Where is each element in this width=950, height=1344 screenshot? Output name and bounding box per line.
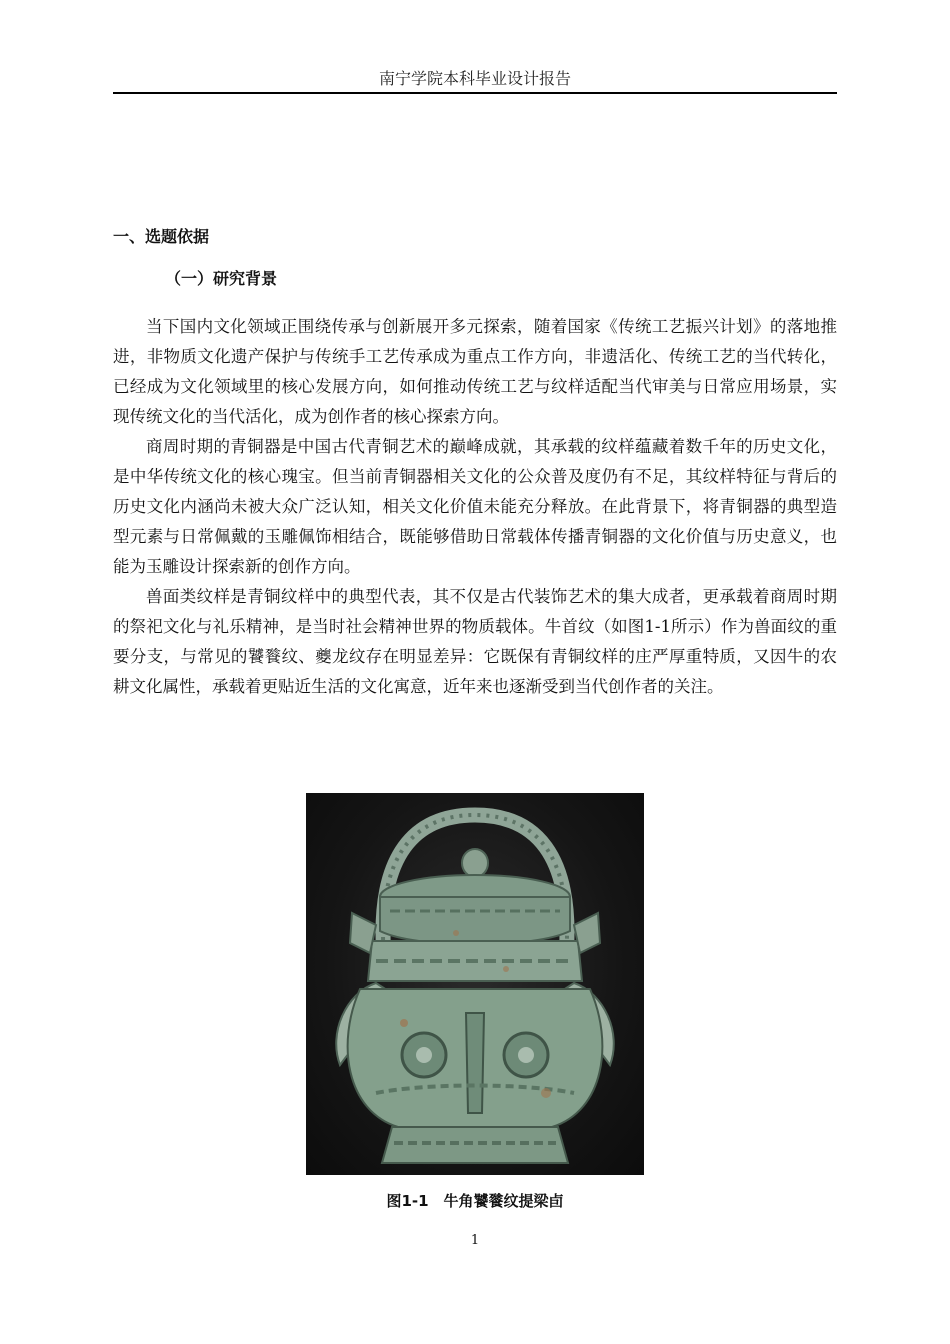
body-text — [113, 312, 837, 702]
subsection-heading: （一）研究背景 — [165, 269, 278, 288]
paragraph-1: 当下国内文化领域正围绕传承与创新展开多元探索，随着国家《传统工艺振兴计划》的落地推进，非物质文化遗产保护与传统手工艺传承成为重点工作方向，非遗活化、传统工艺的当代转化，已经成为文化领域里的核心发展方向，如何推动传统工艺与纹样适配当代审美与日常应用场景，实现传统文化的当代活化，成为创作者的核心探索方向。 — [113, 317, 837, 426]
bronze-vessel-photo — [306, 793, 644, 1175]
paragraph-3: 兽面类纹样是青铜纹样中的典型代表，其不仅是古代装饰艺术的集大成者，更承载着商周时期的祭祀文化与礼乐精神，是当时社会精神世界的物质载体。牛首纹（如图1-1所示）作为兽面纹的重要分支，与常见的饕餮纹、夔龙纹存在明显差异：它既保有青铜纹样的庄严厚重特质，又因牛的农耕文化属性，承载着更贴近生活的文化寓意，近年来也逐渐受到当代创作者的关注。 — [113, 587, 837, 696]
page-header: 南宁学院本科毕业设计报告 — [113, 66, 837, 94]
paragraph-2: 商周时期的青铜器是中国古代青铜艺术的巅峰成就，其承载的纹样蕴藏着数千年的历史文化，是中华传统文化的核心瑰宝。但当前青铜器相关文化的公众普及度仍有不足，其纹样特征与背后的历史文化内涵尚未被大众广泛认知，相关文化价值未能充分释放。在此背景下，将青铜器的典型造型元素与日常佩戴的玉雕佩饰相结合，既能够借助日常载体传播青铜器的文化价值与历史意义，也能为玉雕设计探索新的创作方向。 — [113, 437, 837, 576]
figure-caption: 图1-1 牛角饕餮纹提梁卣 — [386, 1192, 564, 1210]
bronze-vessel-illustration — [306, 793, 644, 1175]
page-number: 1 — [470, 1233, 480, 1248]
section-heading: 一、选题依据 — [113, 227, 210, 246]
